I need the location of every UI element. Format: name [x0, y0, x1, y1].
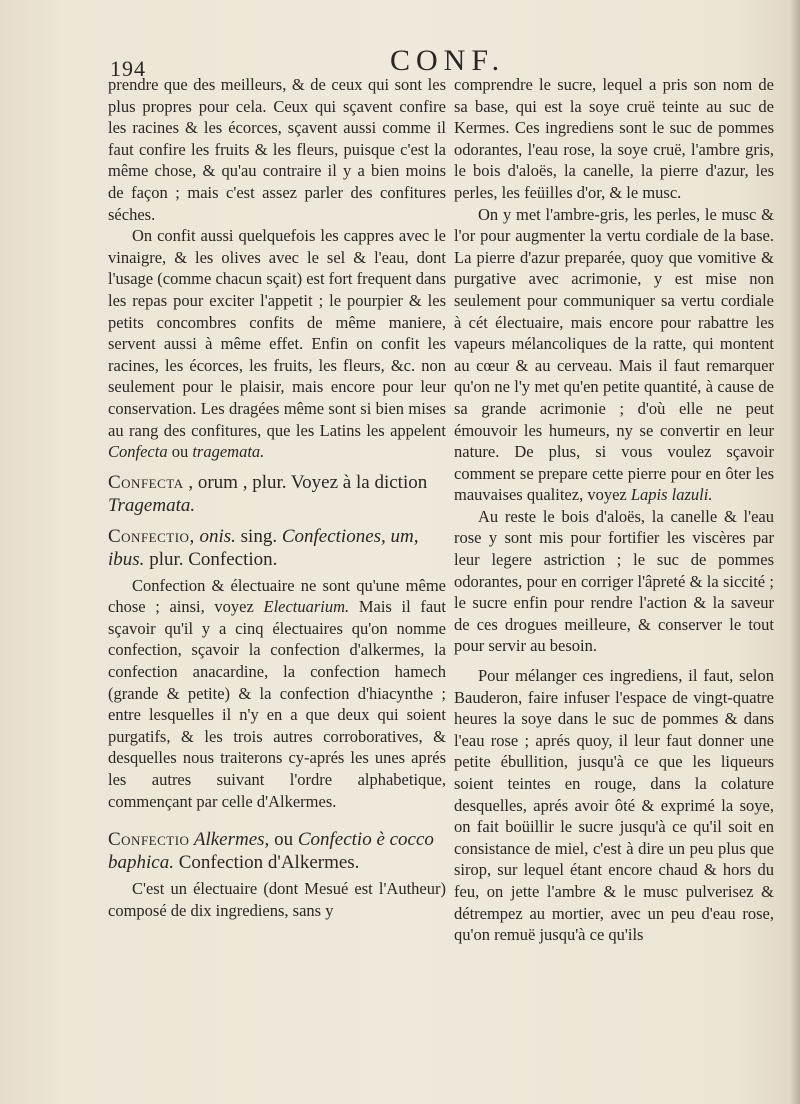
entry-alkermes-it: Alkermes,: [189, 829, 270, 851]
term-confecta: Confecta: [108, 442, 168, 462]
running-title: CONF.: [390, 44, 506, 77]
entry-confecta: [108, 471, 446, 517]
page-number: 194: [110, 56, 146, 81]
left-paragraph-2-text: On confit aussi quelquefois les cappres avec le vinaigre, & les olives avec le sel & l'eau, dont l'usage (comme chacun sçait) est fort frequent dans les repas pour exciter l'appetit ; le pourpier & les petits concombres confits de même maniere, servent aussi à même effet. Enfin on confit les racines, les écorces, les fruits, les fleurs, &c. non seulement pour le plaisir, mais encore pour leur conservation. Les dragées même sont si bien mises au rang des confitures, que les Latins les appelent: [108, 226, 446, 440]
entry-confecta-head: Confecta: [108, 471, 184, 493]
left-paragraph-2-mid: ou: [167, 442, 193, 462]
entry-confectio-it2: Confectiones, um, ibus.: [108, 525, 419, 570]
entry-confectio-rest: plur. Confection.: [144, 548, 278, 570]
right-column: [454, 74, 774, 946]
entry-confecta-ref: Tragemata.: [108, 494, 196, 516]
entry-alkermes-mid: ou: [269, 829, 298, 851]
entry-alkermes-it2: Confectio è cocco baphica.: [108, 829, 434, 874]
entry-confectio-it1: onis.: [194, 525, 236, 547]
right-paragraph-4: Pour mélanger ces ingrediens, il faut, selon Bauderon, faire infuser l'espace de vingt-quatre heures la soye dans le suc de pommes & dans l'eau rose ; aprés quoy, il leur faut donner une petite ébullition, jusqu'à ce que les liqueurs soient teintes en rouge, dans la colature desquelles, aprés avoir ôté & exprimé la soye, on fait boüillir le sucre jusqu'à ce qu'il soit en consistance de miel, c'est à dire un peu plus que sirop, sur lequel étant encore chaud & hors du feu, on jette l'ambre & le musc pulverisez & détrempez au mortier, avec un peu d'eau rose, qu'on remuë jusqu'à ce qu'ils: [454, 666, 774, 945]
left-paragraph-3-a: Confection & électuaire ne sont qu'une même chose ; ainsi, voyez: [108, 575, 446, 617]
entry-confectio: [108, 525, 446, 571]
left-paragraph-3: [108, 575, 446, 813]
left-paragraph-2: [108, 225, 446, 463]
spacer: [108, 812, 446, 820]
left-column: [108, 74, 446, 921]
term-electuarium: Electuarium.: [263, 597, 350, 617]
spacer: [454, 657, 774, 665]
left-paragraph-4: C'est un électuaire (dont Mesué est l'Autheur) composé de dix ingrediens, sans y: [108, 879, 446, 920]
entry-alkermes-head: Confectio: [108, 829, 190, 851]
term-tragemata: tragemata.: [192, 442, 265, 462]
right-paragraph-2: [454, 204, 774, 506]
entry-confectio-mid: sing.: [235, 525, 282, 547]
entry-confectio-head: Confectio,: [108, 525, 195, 547]
right-paragraph-1: comprendre le sucre, lequel a pris son nom de sa base, qui est la soye cruë teinte au suc de Kermes. Ces ingrediens sont le suc de pommes odorantes, l'eau rose, la soye cruë, l'ambre gris, le bois d'aloës, la canelle, la pierre d'azur, les perles, les feüilles d'or, & le musc.: [454, 75, 774, 202]
entry-confecta-rest: , orum , plur. Voyez à la diction: [183, 471, 428, 493]
entry-alkermes-rest: Confection d'Alkermes.: [173, 852, 360, 874]
page-edge-shadow: [790, 0, 800, 1104]
left-paragraph-3-b: Mais il faut sçavoir qu'il y a cinq électuaires qu'on nomme confection, sçavoir la confection d'alkermes, la confection anacardine, la confection hamech (grande & petite) & la confection d'hiacynthe ; entre lesquelles il n'y en a que deux qui soient purgatifs, & les trois autres corroboratives, & desquelles nous traiterons cy-aprés les unes aprés les autres suivant l'ordre alphabetique, commençant par celle d'Alkermes.: [108, 597, 446, 811]
right-paragraph-3: Au reste le bois d'aloës, la canelle & l'eau rose y sont mis pour fortifier les viscères par leur legere astriction ; le suc de pommes odorantes, pour en corriger l'âpreté & la siccité ; le sucre enfin pour rendre l'action & la saveur de ces drogues meilleure, & conserver le tout pour servir au besoin.: [454, 506, 774, 656]
left-paragraph-1: prendre que des meilleurs, & de ceux qui sont les plus propres pour cela. Ceux qui sçavent confire les racines & les écorces, sçavent aussi comme il faut confire les fruits & les fleurs, puisque c'est la même chose, & qu'au contraire il y a bien moins de façon ; mais c'est assez parler des confitures séches.: [108, 75, 446, 224]
entry-confectio-alkermes: [108, 828, 446, 874]
right-paragraph-2-text: On y met l'ambre-gris, les perles, le musc & l'or pour augmenter la vertu cordiale de la base. La pierre d'azur preparée, quoy que vomitive & purgative avec acrimonie, y est mise non seulement pour communiquer sa vertu cordiale à cét électuaire, mais encore pour rabattre les vapeurs mélancoliques de la ratte, qui montent au cœur & au cerveau. Mais il faut remarquer qu'on ne l'y met qu'en petite quantité, à cause de sa grande acrimonie ; d'où elle ne peut émouvoir les humeurs, ny se convertir en leur nature. De plus, si vous voulez sçavoir comment se prepare cette pierre pour en ôter les mauvaises qualitez, voyez: [454, 204, 774, 505]
term-lapis-lazuli: Lapis lazuli.: [630, 485, 713, 505]
